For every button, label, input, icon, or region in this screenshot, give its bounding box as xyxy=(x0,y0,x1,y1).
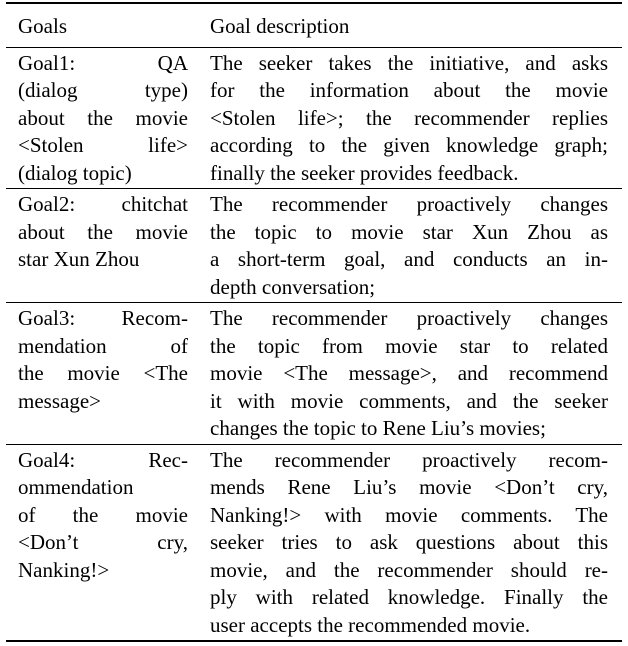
goal-text-line: message> xyxy=(18,388,101,413)
goal-text-line: Goal1: QA xyxy=(18,50,188,75)
goal-text-line: <Don’t cry, xyxy=(18,530,188,554)
goal-text-line: star Xun Zhou xyxy=(18,247,140,271)
goal-cell xyxy=(6,445,188,641)
goal-cell xyxy=(6,303,188,444)
goal-text-line: of the movie xyxy=(18,502,188,527)
table-row xyxy=(6,445,622,641)
description-text-line: changes the topic to Rene Liu’s movies; xyxy=(210,416,546,440)
description-text-line: movie, and the recommender should re- xyxy=(210,557,608,582)
description-text-line: The recommender proactively changes xyxy=(210,192,608,216)
header-row xyxy=(6,4,622,47)
description-text-line: the topic to movie star Xun Zhou as xyxy=(210,219,608,244)
goal-text-line: the movie <The xyxy=(18,361,188,385)
goal-text-line: Goal2: chitchat xyxy=(18,192,188,216)
table-row xyxy=(6,48,622,189)
goal-text-line: (dialog type) xyxy=(18,78,188,102)
table-body xyxy=(6,48,622,641)
description-text-line: depth conversation; xyxy=(210,274,376,299)
description-text-line: Nanking!> with movie comments. The xyxy=(210,502,608,527)
goal-text-line: (dialog topic) xyxy=(18,160,132,185)
description-text-line: The recommender proactively recom- xyxy=(210,447,608,472)
description-cell xyxy=(210,48,608,189)
header-description: Goal description xyxy=(210,14,350,38)
goal-text-line: mendation of xyxy=(18,333,188,358)
description-text-line: <Stolen life>; the recommender replies xyxy=(210,105,608,130)
description-cell xyxy=(210,445,608,641)
goal-text-line: about the movie xyxy=(18,105,188,130)
description-text-line: a short-term goal, and conducts an in- xyxy=(210,247,608,271)
description-text-line: The seeker takes the initiative, and asks xyxy=(210,50,608,75)
goal-cell xyxy=(6,48,188,189)
description-text-line: ply with related knowledge. Finally the xyxy=(210,585,608,609)
bottom-rule xyxy=(6,640,622,642)
description-text-line: user accepts the recommended movie. xyxy=(210,612,531,637)
goal-text-line: about the movie xyxy=(18,219,188,244)
description-cell xyxy=(210,303,608,444)
description-cell xyxy=(210,189,608,302)
goals-table xyxy=(6,2,622,642)
goal-cell xyxy=(6,189,188,302)
description-text-line: mends Rene Liu’s movie <Don’t cry, xyxy=(210,475,608,499)
description-text-line: seeker tries to ask questions about this xyxy=(210,530,608,554)
table-row xyxy=(6,189,622,302)
goal-text-line: ommendation xyxy=(18,475,134,499)
description-text-line: The recommender proactively changes xyxy=(210,306,608,330)
table-row xyxy=(6,303,622,444)
description-text-line: it with movie comments, and the seeker xyxy=(210,388,608,413)
description-text-line: for the information about the movie xyxy=(210,78,608,102)
description-text-line: finally the seeker provides feedback. xyxy=(210,160,519,185)
goal-text-line: <Stolen life> xyxy=(18,133,188,157)
description-text-line: according to the given knowledge graph; xyxy=(210,133,608,157)
goal-text-line: Goal4: Rec- xyxy=(18,447,188,472)
description-text-line: movie <The message>, and recommend xyxy=(210,361,608,385)
goal-text-line: Goal3: Recom- xyxy=(18,306,188,330)
description-text-line: the topic from movie star to related xyxy=(210,333,608,358)
header-goals: Goals xyxy=(18,14,67,38)
goal-text-line: Nanking!> xyxy=(18,557,110,582)
